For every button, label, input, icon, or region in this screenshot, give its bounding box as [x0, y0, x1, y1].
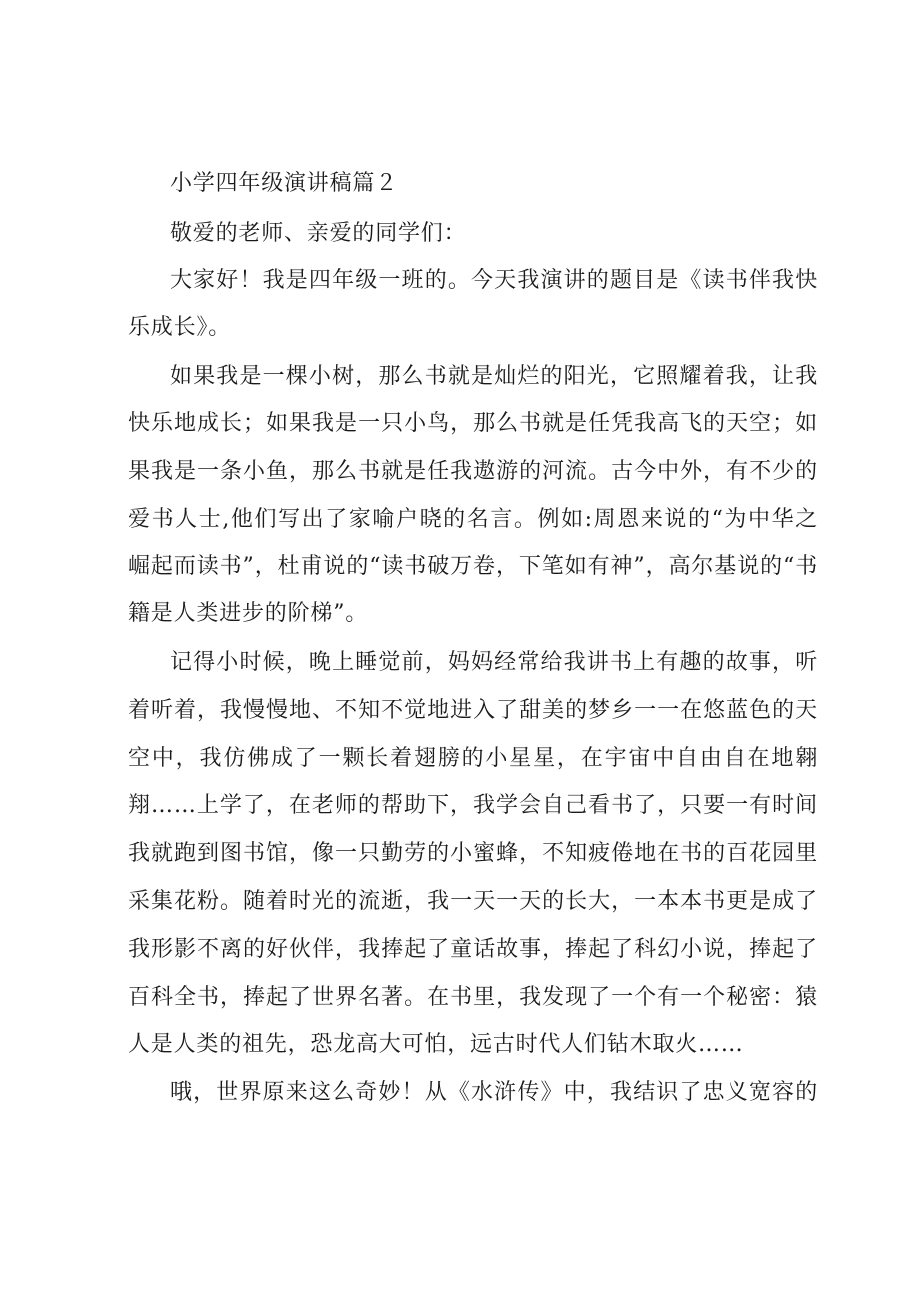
- paragraph-line: 崛起而读书”，杜甫说的“读书破万卷，下笔如有神”，高尔基说的“书: [128, 554, 818, 579]
- paragraph-line: 籍是人类进步的阶梯”。: [128, 601, 369, 626]
- paragraph-line: 快乐地成长；如果我是一只小鸟，那么书就是任凭我高飞的天空；如: [128, 411, 818, 436]
- document-title: 小学四年级演讲稿篇２: [170, 171, 399, 196]
- paragraph-line: 果我是一条小鱼，那么书就是任我遨游的河流。古今中外，有不少的: [128, 459, 818, 484]
- paragraph-line: 人是人类的祖先，恐龙高大可怕，远古时代人们钻木取火……: [128, 1032, 744, 1057]
- paragraph-line: 采集花粉。随着时光的流逝，我一天一天的长大，一本本书更是成了: [128, 889, 818, 914]
- paragraph-line: 我形影不离的好伙伴，我捧起了童话故事，捧起了科幻小说，捧起了: [128, 937, 818, 962]
- paragraph-line: 我就跑到图书馆，像一只勤劳的小蜜蜂，不知疲倦地在书的百花园里: [128, 841, 818, 866]
- paragraph-line: 大家好！我是四年级一班的。今天我演讲的题目是《读书伴我快: [170, 268, 818, 293]
- paragraph-line: 记得小时候，晚上睡觉前，妈妈经常给我讲书上有趣的故事，听: [170, 650, 818, 675]
- paragraph-line: 百科全书，捧起了世界名著。在书里，我发现了一个有一个秘密：猿: [128, 985, 818, 1010]
- paragraph-line: 如果我是一棵小树，那么书就是灿烂的阳光，它照耀着我，让我: [170, 364, 818, 389]
- paragraph-line: 哦，世界原来这么奇妙！从《水浒传》中，我结识了忠义宽容的: [170, 1080, 818, 1105]
- paragraph-line: 乐成长》。: [128, 315, 232, 340]
- salutation-line: 敬爱的老师、亲爱的同学们：: [170, 221, 467, 246]
- paragraph-line: 翔……上学了，在老师的帮助下，我学会自己看书了，只要一有时间: [128, 793, 818, 818]
- paragraph-line: 空中，我仿佛成了一颗长着翅膀的小星星，在宇宙中自由自在地翱: [128, 746, 818, 771]
- paragraph-line: 着听着，我慢慢地、不知不觉地进入了甜美的梦乡一一在悠蓝色的天: [128, 698, 818, 723]
- paragraph-line: 爱书人士,他们写出了家喻户晓的名言。例如:周恩来说的“为中华之: [128, 507, 818, 532]
